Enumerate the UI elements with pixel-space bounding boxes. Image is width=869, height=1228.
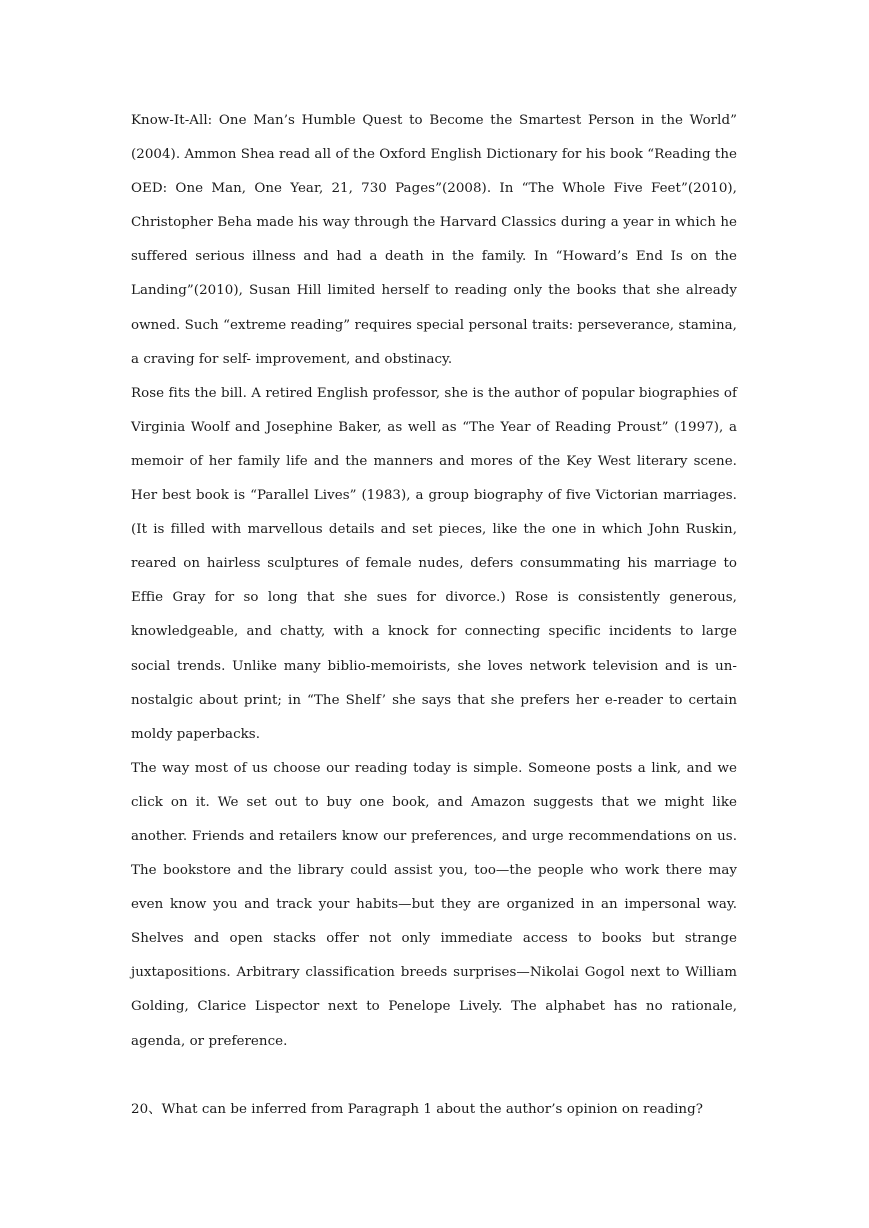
paragraph-spacer bbox=[131, 1059, 737, 1093]
paragraph-choosing-reading: The way most of us choose our reading today is simple. Someone posts a link, and we click on it. We set out to buy one book, and Amazon suggests that we might like another. Friends and retailers know our preferences, and urge recommendations on us. The bookstore and the library could assist you, too—the people who work there may even know you and track your habits—but they are organized in an impersonal way. Shelves and open stacks offer not only immediate access to books but strange juxtapositions. Arbitrary classification breeds surprises—Nikolai Gogol next to William Golding, Clarice Lispector next to Penelope Lively. The alphabet has no rationale, agenda, or preference. bbox=[131, 760, 737, 1049]
paragraph-rose: Rose fits the bill. A retired English professor, she is the author of popular biographies of Virginia Woolf and Josephine Baker, as well as “The Year of Reading Proust” (1997), a memoir of her family life and the manners and mores of the Key West literary scene. Her best book is “Parallel Lives” (1983), a group biography of five Victorian marriages. (It is filled with marvellous details and set pieces, like the one in which John Ruskin, reared on hairless sculptures of female nudes, defers consummating his marriage to Effie Gray for so long that she sues for divorce.) Rose is consistently generous, knowledgeable, and chatty, with a knock for connecting specific incidents to large social trends. Unlike many biblio-memoirists, she loves network television and is un-nostalgic about print; in “The Shelf’ she says that she prefers her e-reader to certain moldy paperbacks. bbox=[131, 385, 737, 742]
document-page bbox=[131, 104, 737, 1127]
paragraph-extreme-reading: Know-It-All: One Man’s Humble Quest to Become the Smartest Person in the World” (2004). Ammon Shea read all of the Oxford English Dictionary for his book “Reading the OED: One Man, One Year, 21, 730 Pages”(2008). In “The Whole Five Feet”(2010), Christopher Beha made his way through the Harvard Classics during a year in which he suffered serious illness and had a death in the family. In “Howard’s End Is on the Landing”(2010), Susan Hill limited herself to reading only the books that she already owned. Such “extreme reading” requires special personal traits: perseverance, stamina, a craving for self- improvement, and obstinacy. bbox=[131, 113, 737, 367]
question-20: 20、What can be inferred from Paragraph 1 about the author’s opinion on reading? bbox=[131, 1101, 703, 1117]
